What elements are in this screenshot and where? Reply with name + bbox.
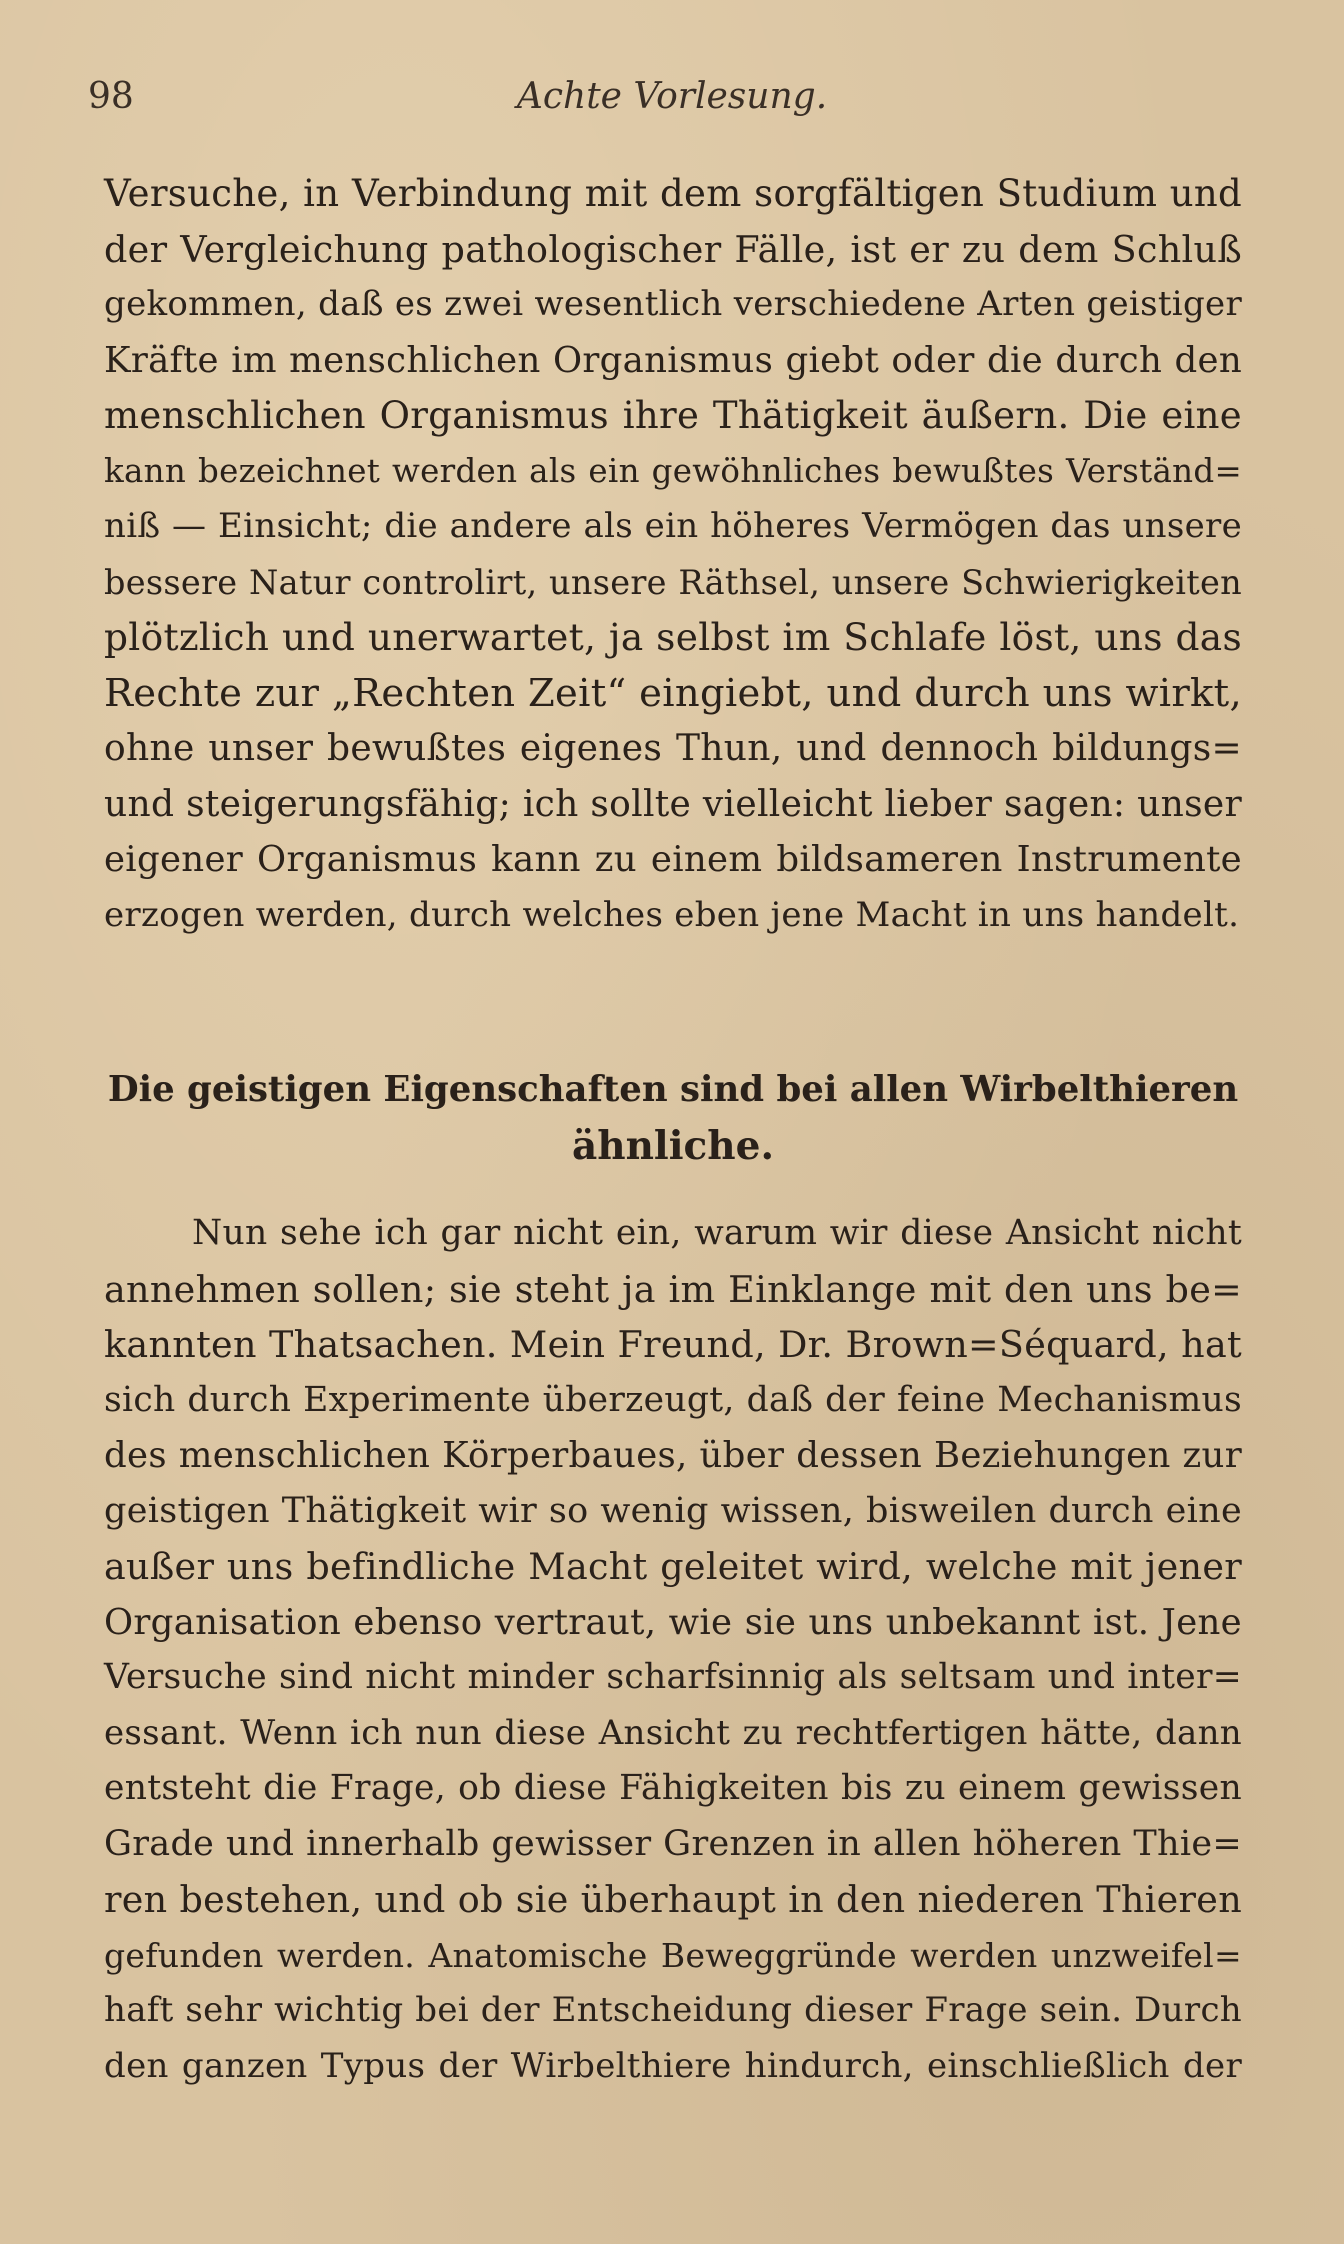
text-line: essant. Wenn ich nun diese Ansicht zu rechtfertigen hätte, dann bbox=[104, 1712, 1242, 1753]
text-line: kannten Thatsachen. Mein Freund, Dr. Brown=Séquard, hat bbox=[104, 1323, 1242, 1366]
text-line: bessere Natur controlirt, unsere Räthsel, unsere Schwierigkeiten bbox=[104, 562, 1242, 602]
text-line: Kräfte im menschlichen Organismus giebt oder die durch den bbox=[104, 339, 1242, 381]
paragraph-2 bbox=[104, 1206, 1242, 2094]
text-line: Rechte zur „Rechten Zeit“ eingiebt, und durch uns wirkt, bbox=[104, 670, 1242, 716]
text-line: außer uns befindliche Macht geleitet wird, welche mit jener bbox=[104, 1545, 1242, 1588]
section-heading bbox=[104, 1063, 1242, 1174]
text-line: den ganzen Typus der Wirbelthiere hindurch, einschließlich der bbox=[104, 2045, 1242, 2086]
paragraph-1 bbox=[104, 166, 1242, 943]
text-line: geistigen Thätigkeit wir so wenig wissen, bisweilen durch eine bbox=[104, 1490, 1242, 1531]
text-line: ren bestehen, und ob sie überhaupt in den niederen Thieren bbox=[104, 1878, 1242, 1921]
text-line: sich durch Experimente überzeugt, daß der feine Mechanismus bbox=[104, 1379, 1242, 1420]
text-line: Grade und innerhalb gewisser Grenzen in allen höheren Thie= bbox=[104, 1823, 1242, 1864]
text-line: gefunden werden. Anatomische Beweggründe werden unzweifel= bbox=[104, 1935, 1242, 1975]
page-header bbox=[88, 72, 1256, 122]
text-line: entsteht die Frage, ob diese Fähigkeiten bis zu einem gewissen bbox=[104, 1768, 1242, 1808]
text-line: annehmen sollen; sie steht ja im Einklange mit den uns be= bbox=[104, 1267, 1242, 1311]
text-line: niß — Einsicht; die andere als ein höheres Vermögen das unsere bbox=[104, 506, 1242, 546]
text-line: gekommen, daß es zwei wesentlich verschiedene Arten geistiger bbox=[104, 284, 1242, 324]
text-line: Versuche, in Verbindung mit dem sorgfältigen Studium und bbox=[104, 172, 1242, 215]
text-line: plötzlich und unerwartet, ja selbst im Schlafe löst, uns das bbox=[104, 615, 1242, 659]
text-line: kann bezeichnet werden als ein gewöhnliches bewußtes Verständ= bbox=[104, 451, 1242, 490]
text-line: des menschlichen Körperbaues, über dessen Beziehungen zur bbox=[104, 1435, 1242, 1476]
text-line: eigener Organismus kann zu einem bildsameren Instrumente bbox=[104, 839, 1242, 880]
text-line: Organisation ebenso vertraut, wie sie uns unbekannt ist. Jene bbox=[104, 1601, 1242, 1643]
text-line: und steigerungsfähig; ich sollte vielleicht lieber sagen: unser bbox=[104, 783, 1242, 825]
text-line: ohne unser bewußtes eigenes Thun, und dennoch bildungs= bbox=[104, 728, 1242, 769]
text-line: haft sehr wichtig bei der Entscheidung dieser Frage sein. Durch bbox=[104, 1990, 1242, 2030]
text-line: Versuche sind nicht minder scharfsinnig als seltsam und inter= bbox=[104, 1657, 1242, 1697]
heading-line: ähnliche. bbox=[571, 1122, 775, 1169]
heading-line: Die geistigen Eigenschaften sind bei allen Wirbelthieren bbox=[107, 1069, 1239, 1110]
running-head: Achte Vorlesung. bbox=[516, 76, 828, 117]
text-line: Nun sehe ich gar nicht ein, warum wir diese Ansicht nicht bbox=[192, 1213, 1242, 1253]
text-line: menschlichen Organismus ihre Thätigkeit äußern. Die eine bbox=[104, 394, 1242, 437]
text-line: der Vergleichung pathologischer Fälle, ist er zu dem Schluß bbox=[104, 227, 1242, 271]
page-number: 98 bbox=[88, 76, 134, 117]
text-line: erzogen werden, durch welches eben jene Macht in uns handelt. bbox=[104, 894, 1240, 935]
